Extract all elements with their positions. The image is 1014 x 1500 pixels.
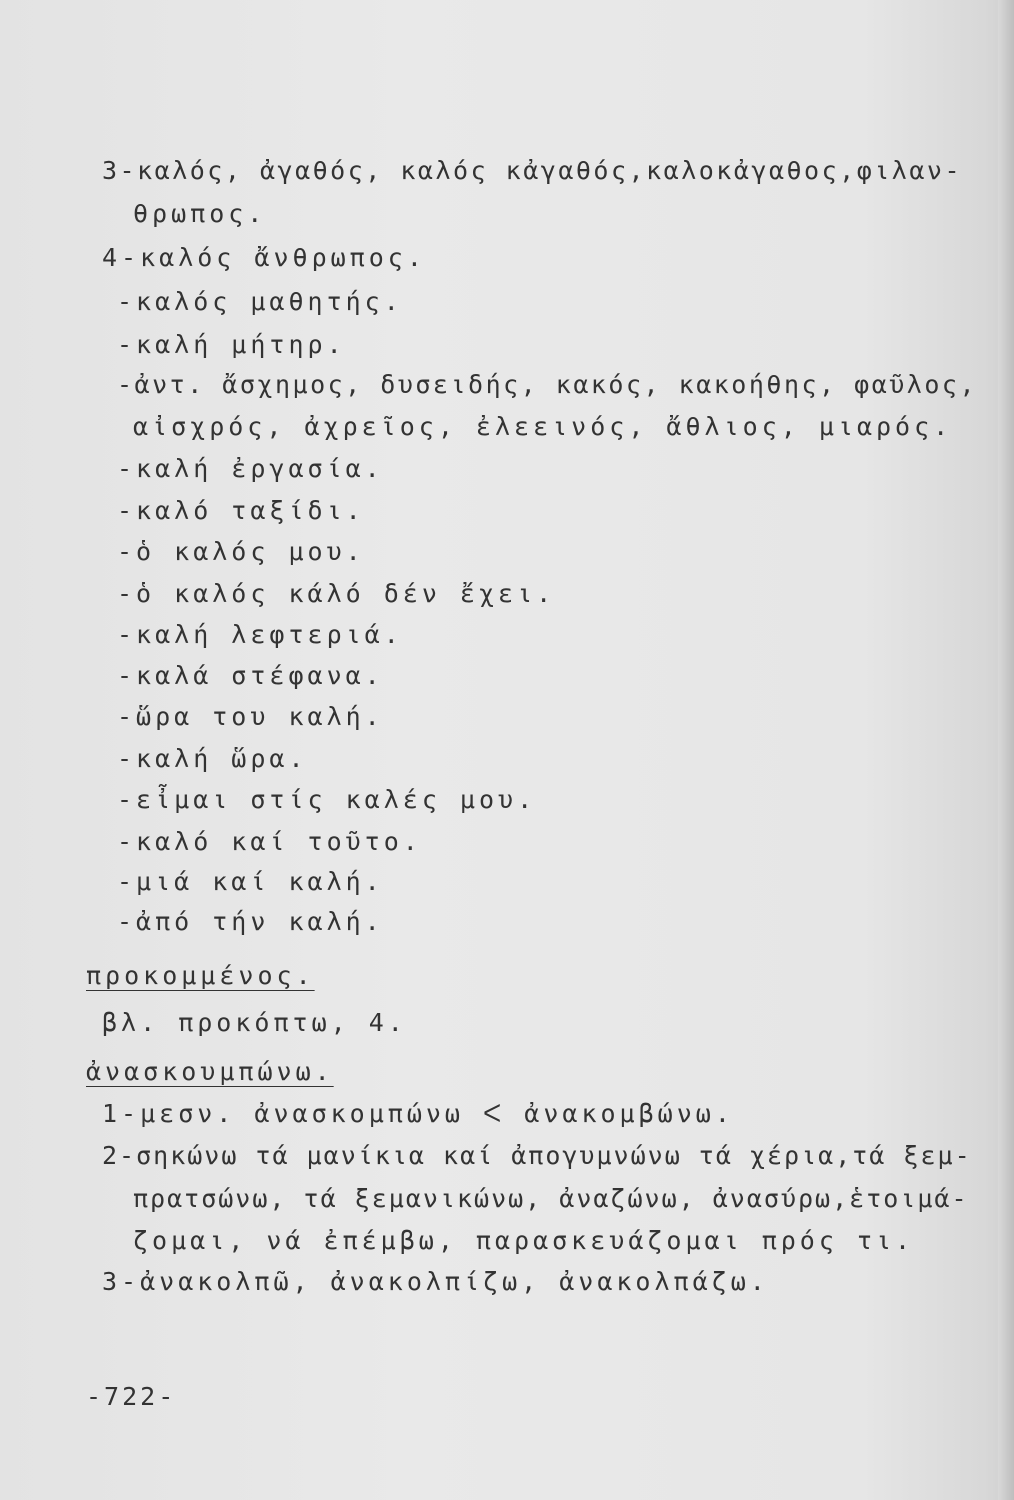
page-edge-shadow [998, 0, 1014, 1500]
entry-line: 1-μεσν. ἀνασκομπώνω ᐸ ἀνακομβώνω. [102, 1099, 734, 1128]
entry-line: -ἀπό τήν καλή. [117, 907, 384, 936]
entry-line: -καλή λεφτεριά. [117, 620, 403, 649]
entry-line: βλ. προκόπτω, 4. [102, 1008, 407, 1037]
entry-line: -καλή μήτηρ. [117, 330, 346, 359]
entry-line: 2-σηκώνω τά μανίκια καί ἀπογυμνώνω τά χέρια,τά ξεμ- [102, 1141, 972, 1170]
entry-line: -καλά στέφανα. [117, 661, 384, 690]
entry-line: ζομαι, νά ἐπέμβω, παρασκευάζομαι πρός τι. [133, 1226, 915, 1255]
entry-line: αἰσχρός, ἀχρεῖος, ἐλεεινός, ἄθλιος, μιαρός. [133, 412, 953, 441]
entry-line: -μιά καί καλή. [117, 867, 384, 896]
entry-line: 3-ἀνακολπῶ, ἀνακολπίζω, ἀνακολπάζω. [102, 1267, 769, 1296]
headword: προκομμένος. [86, 961, 315, 990]
entry-line: -ἀντ. ἄσχημος, δυσειδής, κακός, κακοήθης, φαῦλος, [117, 370, 978, 399]
entry-line: -καλό ταξίδι. [117, 496, 365, 525]
entry-line: -ὁ καλός μου. [117, 537, 365, 566]
entry-line: -καλή ὥρα. [117, 744, 308, 773]
entry-line: -ὁ καλός κάλό δέν ἔχει. [117, 579, 556, 608]
entry-line: 3-καλός, ἀγαθός, καλός κἀγαθός,καλοκἀγαθος,φιλαν- [102, 156, 963, 185]
entry-line: -εἶμαι στίς καλές μου. [117, 785, 537, 814]
entry-line: -καλό καί τοῦτο. [117, 827, 422, 856]
page-number: -722- [86, 1382, 177, 1411]
headword: ἀνασκουμπώνω. [86, 1057, 334, 1086]
entry-line: 4-καλός ἄνθρωπος. [102, 243, 426, 272]
entry-line: -καλή ἐργασία. [117, 454, 384, 483]
entry-line: θρωπος. [133, 199, 267, 228]
entry-line: -καλός μαθητής. [117, 287, 403, 316]
entry-line: πρατσώνω, τά ξεμανικώνω, ἀναζώνω, ἀνασύρω,ἑτοιμά- [133, 1184, 969, 1213]
entry-line: -ὥρα του καλή. [117, 702, 384, 731]
